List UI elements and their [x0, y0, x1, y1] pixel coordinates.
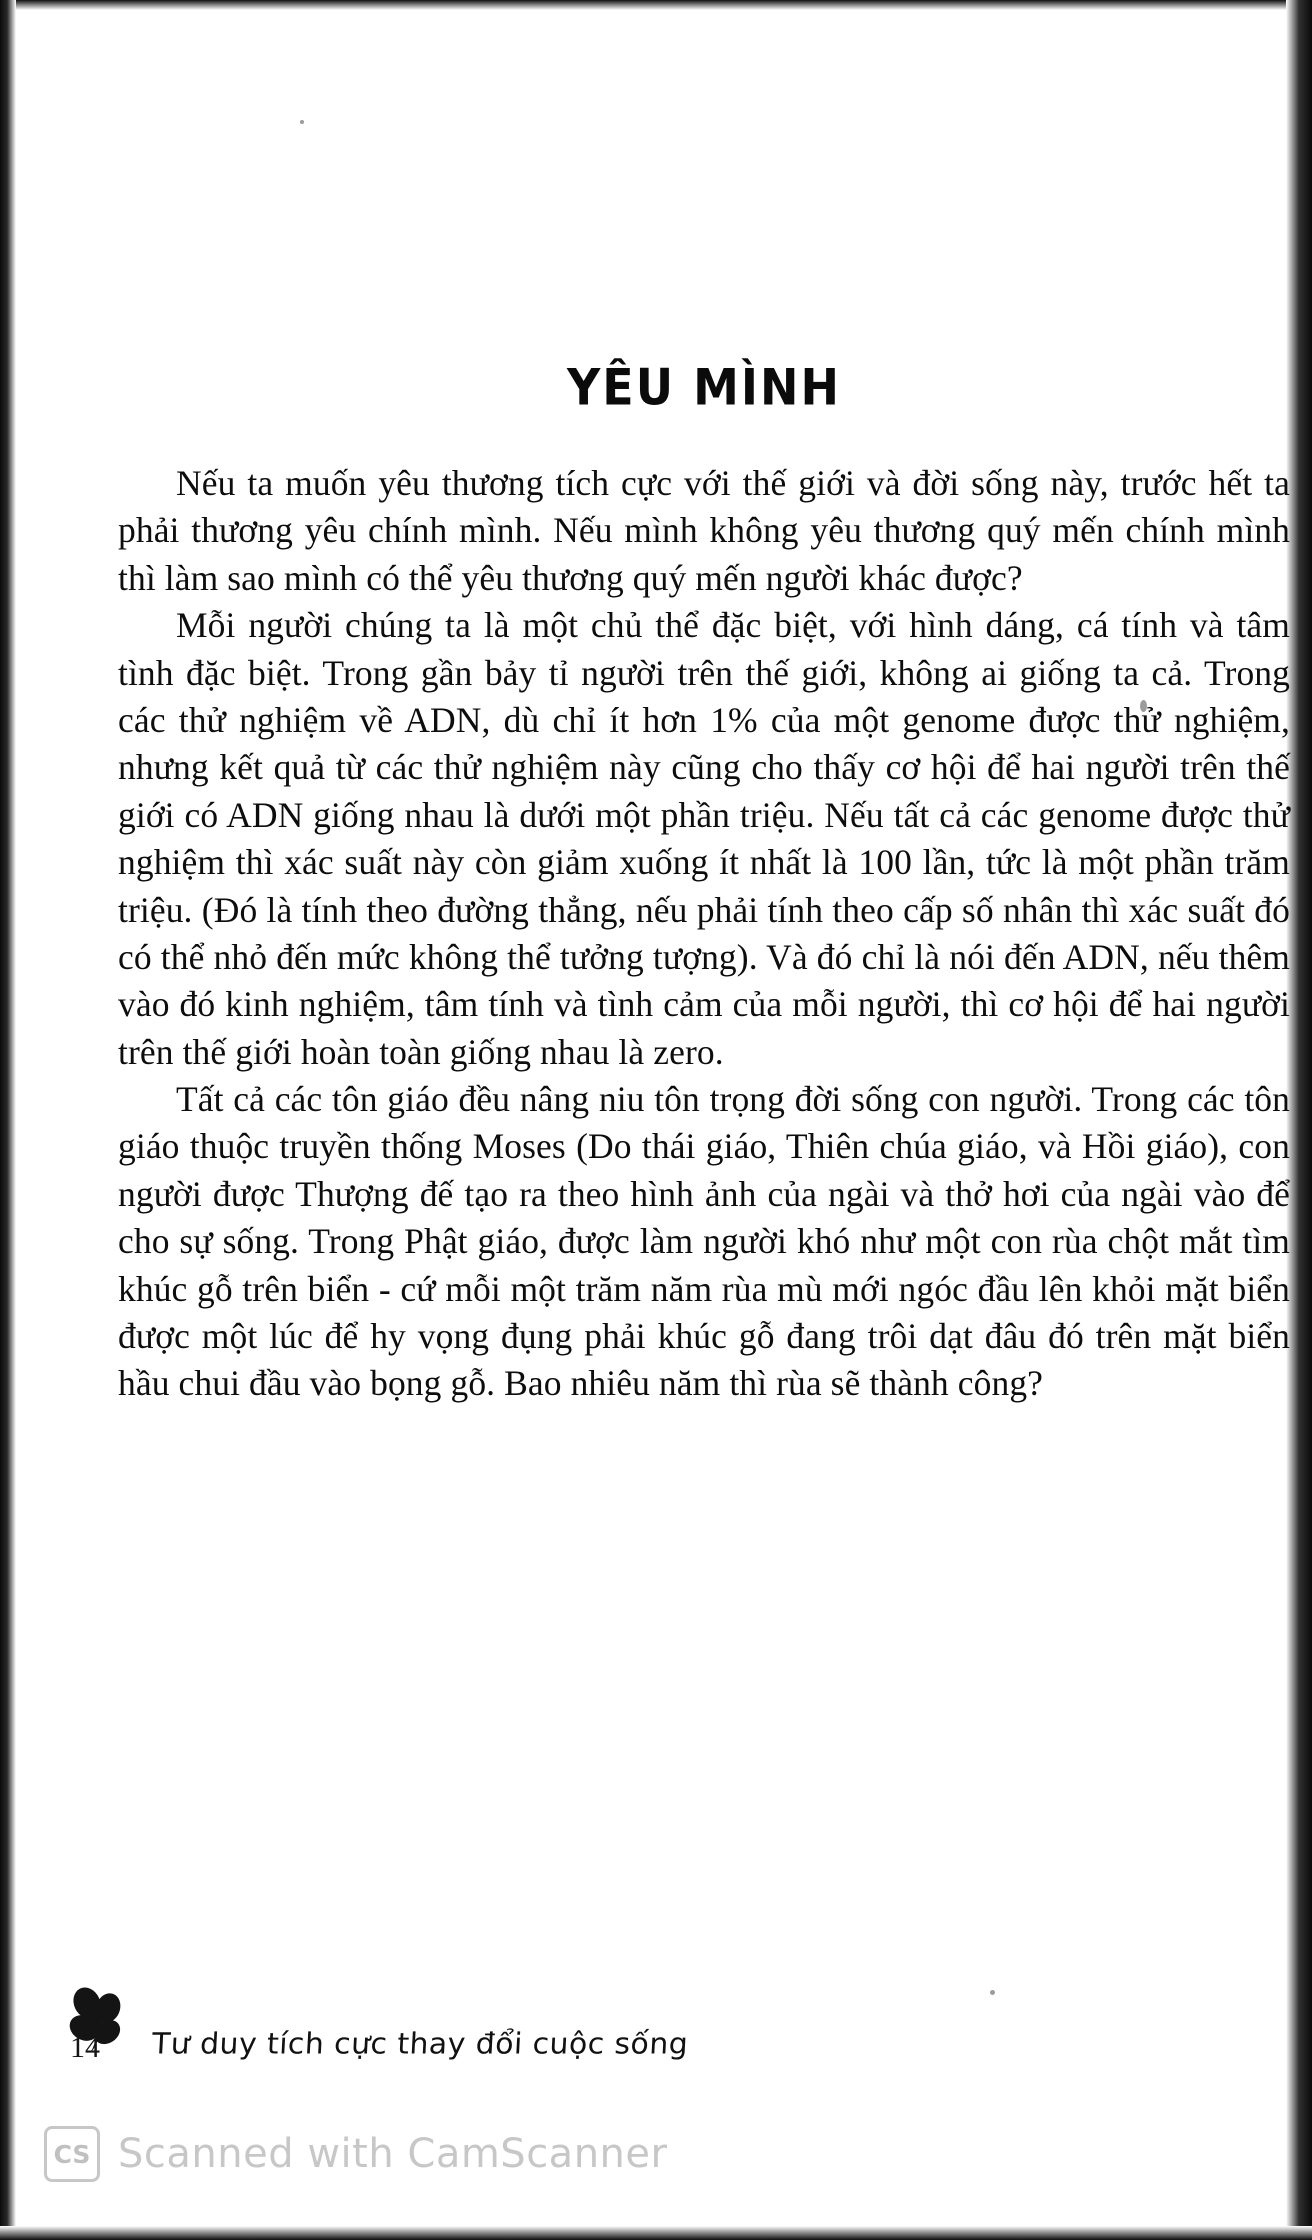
- paragraph: Mỗi người chúng ta là một chủ thể đặc biệt, với hình dáng, cá tính và tâm tình đặc biệt. Trong gần bảy tỉ người trên thế giới, không ai giống ta cả. Trong các thử nghiệm về ADN, dù chỉ ít hơn 1% của một genome được thử nghiệm, nhưng kết quả từ các thử nghiệm này cũng cho thấy cơ hội để hai người trên thế giới có ADN giống nhau là dưới một phần triệu. Nếu tất cả các genome được thử nghiệm thì xác suất này còn giảm xuống ít nhất là 100 lần, tức là một phần trăm triệu. (Đó là tính theo đường thẳng, nếu phải tính theo cấp số nhân thì xác suất đó có thể nhỏ đến mức không thể tưởng tượng). Và đó chỉ là nói đến ADN, nếu thêm vào đó kinh nghiệm, tâm tính và tình cảm của mỗi người, thì cơ hội để hai người trên thế giới hoàn toàn giống nhau là zero.: [118, 605, 1290, 1072]
- camscanner-watermark: [44, 2126, 667, 2182]
- page-number: 14: [70, 2031, 100, 2064]
- scan-speck: [300, 120, 304, 124]
- paragraph: Nếu ta muốn yêu thương tích cực với thế giới và đời sống này, trước hết ta phải thương yêu chính mình. Nếu mình không yêu thương quý mến chính mình thì làm sao mình có thể yêu thương quý mến người khác được?: [118, 463, 1290, 598]
- page-title: YÊU MÌNH: [567, 357, 841, 417]
- body-text: [118, 460, 1290, 1408]
- page-footer: [40, 2005, 1240, 2075]
- scan-speck: [990, 1990, 995, 1995]
- page-content: [118, 357, 1290, 1408]
- scan-edge-top: [0, 0, 1312, 10]
- running-title: Tư duy tích cực thay đổi cuộc sống: [151, 2027, 690, 2062]
- paragraph: Tất cả các tôn giáo đều nâng niu tôn trọng đời sống con người. Trong các tôn giáo thuộc truyền thống Moses (Do thái giáo, Thiên chúa giáo, và Hồi giáo), con người được Thượng đế tạo ra theo hình ảnh của ngài và thở hơi của ngài vào để cho sự sống. Trong Phật giáo, được làm người khó như một con rùa chột mắt tìm khúc gỗ trên biển - cứ mỗi một trăm năm rùa mù mới ngóc đầu lên khỏi mặt biển được một lúc để hy vọng đụng phải khúc gỗ đang trôi dạt đâu đó trên mặt biển hầu chui đầu vào bọng gỗ. Bao nhiêu năm thì rùa sẽ thành công?: [118, 1079, 1290, 1404]
- camscanner-badge-icon: CS: [44, 2126, 100, 2182]
- camscanner-watermark-text: Scanned with CamScanner: [118, 2131, 668, 2177]
- scan-edge-left: [0, 0, 16, 2240]
- scan-edge-bottom: [0, 2226, 1312, 2240]
